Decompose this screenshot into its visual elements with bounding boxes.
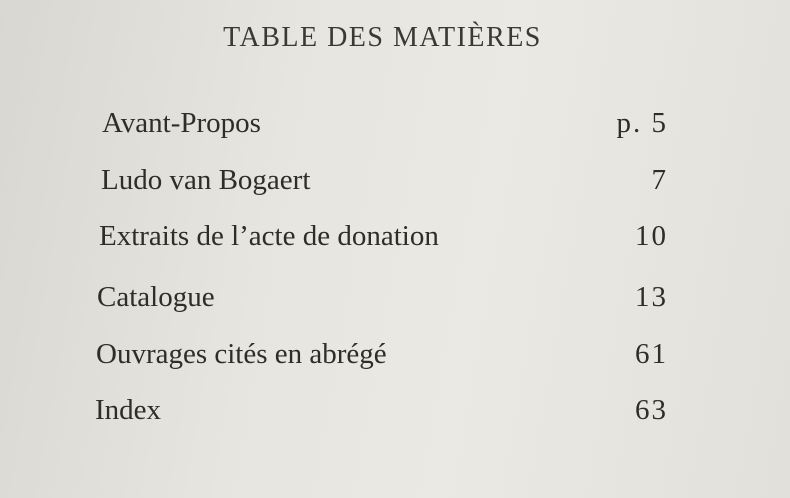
toc-entry-page: 13 bbox=[635, 280, 668, 313]
toc-entry-label: Catalogue bbox=[97, 280, 215, 313]
page-title: TABLE DES MATIÈRES bbox=[223, 22, 542, 53]
toc-entry-ludo-van-bogaert bbox=[101, 160, 668, 200]
toc-entry-label: Index bbox=[95, 393, 162, 426]
toc-entry-label: Extraits de l’acte de donation bbox=[99, 219, 439, 252]
toc-entry-ouvrages-cites bbox=[96, 334, 668, 374]
toc-entry-index bbox=[95, 390, 668, 430]
toc-entry-page: 63 bbox=[635, 393, 668, 426]
toc-entry-extraits bbox=[99, 216, 668, 256]
toc-entry-label: Ludo van Bogaert bbox=[101, 163, 311, 196]
toc-entry-avant-propos bbox=[102, 103, 668, 143]
toc-entry-page: 7 bbox=[651, 163, 668, 196]
toc-entry-catalogue bbox=[97, 277, 668, 317]
toc-entry-page: 10 bbox=[635, 219, 668, 252]
toc-entry-label: Ouvrages cités en abrégé bbox=[96, 337, 387, 370]
toc-entry-page: p. 5 bbox=[616, 106, 668, 139]
toc-entry-page: 61 bbox=[635, 337, 668, 370]
toc-entry-label: Avant-Propos bbox=[102, 106, 261, 139]
